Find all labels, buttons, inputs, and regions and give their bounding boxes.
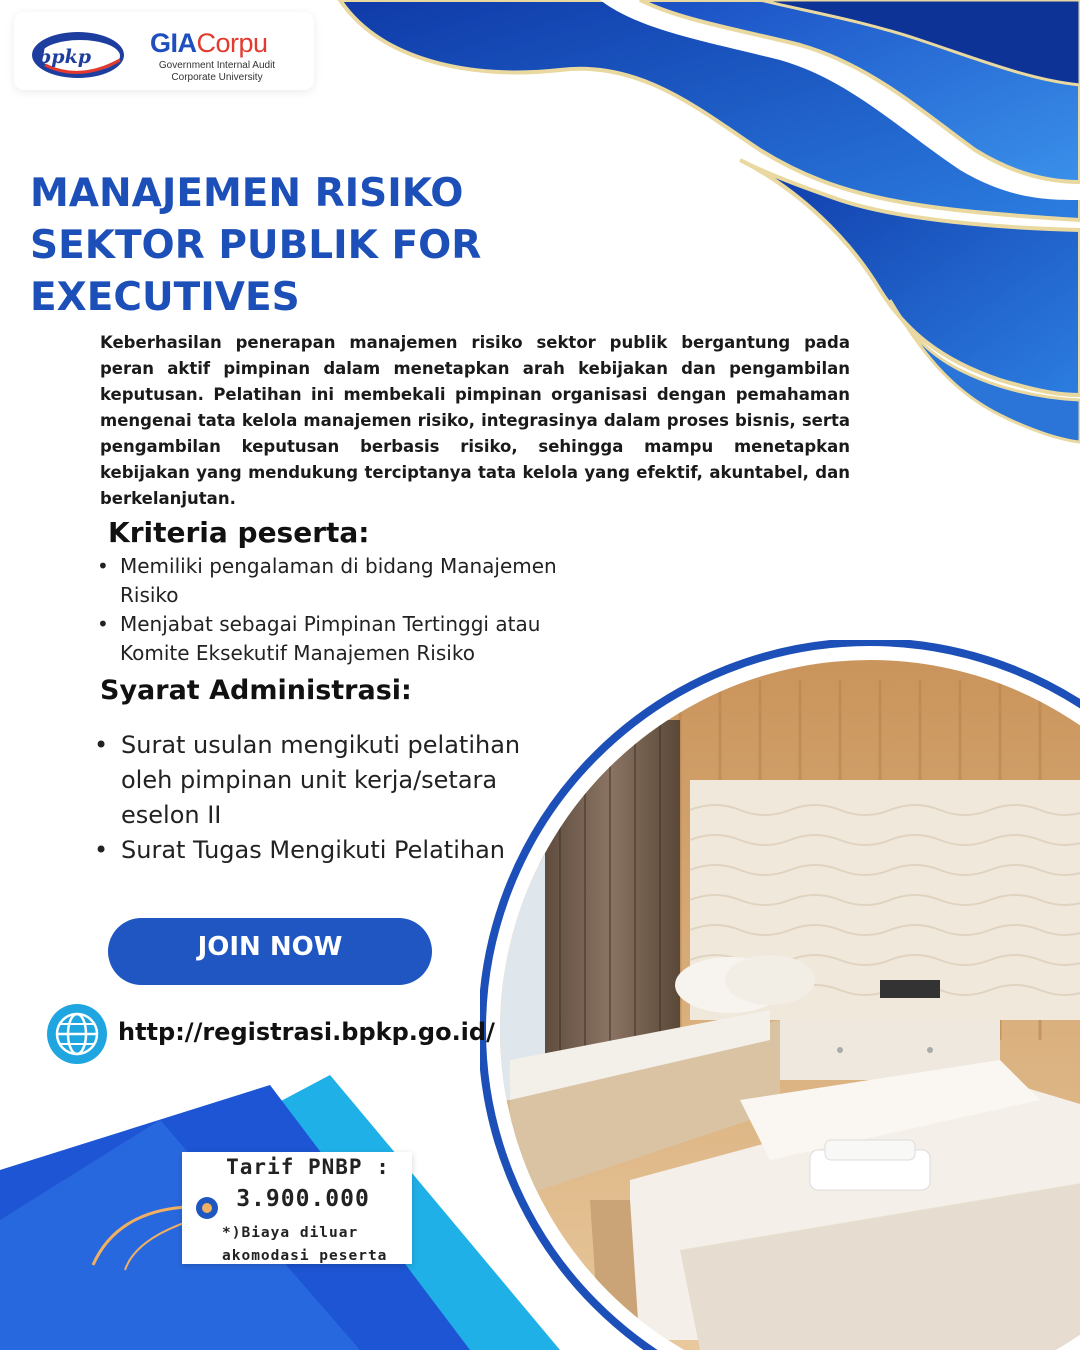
gia-sub-line2: Corporate University: [171, 72, 263, 83]
join-now-button[interactable]: JOIN NOW: [108, 918, 432, 985]
course-description: Keberhasilan penerapan manajemen risiko sektor publik bergantung pada peran aktif pimpinan dalam menetapkan arah kebijakan dan pengambilan keputusan. Pelatihan ini membekali pimpinan organisasi dengan pemahaman mengenai tata kelola manajemen risiko, integrasinya dalam proses bisnis, serta pengambilan keputusan berbasis risiko, sehingga mampu menetapkan kebijakan yang mendukung terciptanya tata kelola yang efektif, akuntabel, dan berkelanjutan.: [100, 333, 850, 508]
list-item: • Surat Tugas Mengikuti Pelatihan: [92, 833, 562, 868]
list-item: • Memiliki pengalaman di bidang Manajemen Risiko: [95, 552, 600, 610]
hotel-room-photo: [480, 640, 1080, 1350]
kriteria-heading: Kriteria peserta:: [108, 516, 370, 549]
list-item: • Surat usulan mengikuti pelatihan oleh pimpinan unit kerja/setara eselon II: [92, 728, 541, 833]
registration-link[interactable]: http://registrasi.bpkp.go.id/: [118, 1018, 495, 1046]
title-line2: SEKTOR PUBLIK FOR: [30, 223, 482, 268]
title-line1: MANAJEMEN RISIKO: [30, 171, 464, 216]
price-tag-amount: 3.900.000: [236, 1186, 370, 1212]
price-tag-label: Tarif PNBP :: [226, 1155, 390, 1179]
kriteria-list: [95, 552, 615, 668]
price-note-line1: *)Biaya diluar: [222, 1225, 359, 1241]
bpkp-logo-text: bpkp: [38, 46, 92, 68]
corpu-text: Corpu: [196, 28, 268, 58]
price-note-line2: akomodasi peserta: [222, 1248, 388, 1264]
page-title: [30, 168, 550, 324]
giacorpu-logo: [150, 28, 268, 59]
syarat-heading: Syarat Administrasi:: [100, 675, 412, 706]
syarat-list: [92, 728, 562, 868]
title-line3: EXECUTIVES: [30, 275, 300, 320]
globe-icon: [46, 1003, 108, 1065]
gia-sub-line1: Government Internal Audit: [158, 60, 276, 71]
gia-text: GIA: [150, 28, 197, 58]
tag-hole-icon: [194, 1195, 220, 1221]
list-item: • Menjabat sebagai Pimpinan Tertinggi atau Komite Eksekutif Manajemen Risiko: [95, 610, 560, 668]
giacorpu-subtitle: [146, 60, 288, 84]
price-tag-note: [222, 1222, 412, 1268]
